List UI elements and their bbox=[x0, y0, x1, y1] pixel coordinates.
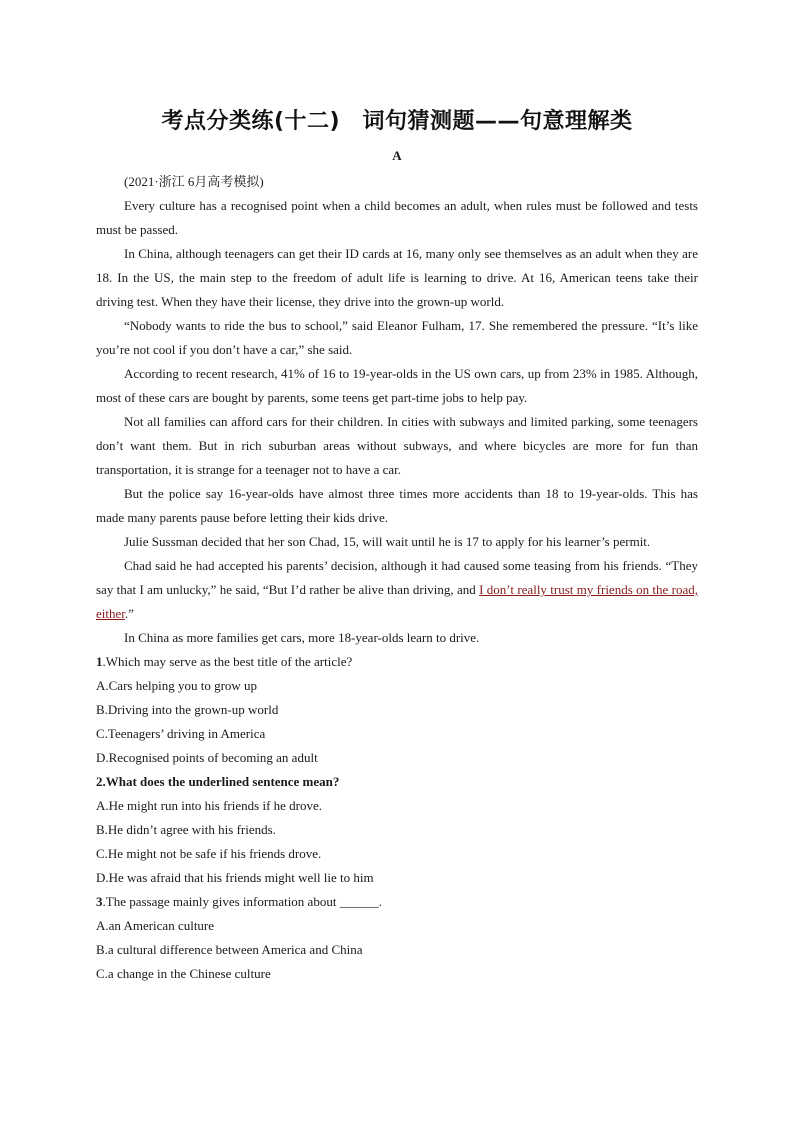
option: A.He might run into his friends if he drove. bbox=[96, 798, 323, 813]
paragraph-8-end: .” bbox=[124, 606, 134, 621]
option: C.Teenagers’ driving in America bbox=[96, 726, 266, 741]
passage-paragraph-3: “Nobody wants to ride the bus to school,” said Eleanor Fulham, 17. She remembered the pressure. “It’s like you’re not cool if you don’t have a car,” she said. bbox=[96, 318, 698, 357]
question-1 bbox=[96, 650, 698, 674]
page-title: 考点分类练(十二) 词句猜测题——句意理解类 bbox=[161, 109, 633, 134]
question-number: 1 bbox=[96, 654, 103, 669]
section-label: A bbox=[392, 148, 402, 163]
passage-paragraph-5: Not all families can afford cars for their children. In cities with subways and limited parking, some teenagers don’t want them. But in rich suburban areas without subways, and where bicycles are more for fun than transportation, it is strange for a teenager not to have a car. bbox=[96, 414, 698, 477]
question-number: 3 bbox=[96, 894, 103, 909]
passage-paragraph-9: In China as more families get cars, more 18-year-olds learn to drive. bbox=[124, 630, 480, 645]
option: C.a change in the Chinese culture bbox=[96, 966, 271, 981]
underlined-sentence: I don’t really trust my friends on the road, either bbox=[96, 582, 699, 621]
option: D.He was afraid that his friends might well lie to him bbox=[96, 870, 374, 885]
passage-paragraph-4: According to recent research, 41% of 16 to 19-year-olds in the US own cars, up from 23% in 1985. Although, most of these cars are bought by parents, some teens get part-time jobs to help pay. bbox=[96, 366, 698, 405]
passage-paragraph-8 bbox=[96, 554, 698, 626]
option: B.He didn’t agree with his friends. bbox=[96, 822, 276, 837]
option: A.an American culture bbox=[96, 918, 215, 933]
passage-paragraph-7: Julie Sussman decided that her son Chad, 15, will wait until he is 17 to apply for his learner’s permit. bbox=[124, 534, 651, 549]
paragraph-8-text: Chad said he had accepted his parents’ decision, although it had caused some teasing from his friends. “They say that I am unlucky,” he said, “But I’d rather be alive than driving, and bbox=[96, 558, 698, 597]
option: A.Cars helping you to grow up bbox=[96, 678, 258, 693]
option: C.He might not be safe if his friends drove. bbox=[96, 846, 322, 861]
question-number: 2 bbox=[96, 774, 103, 789]
option: B.Driving into the grown-up world bbox=[96, 702, 279, 717]
passage-paragraph-2: In China, although teenagers can get their ID cards at 16, many only see themselves as an adult when they are 18. In the US, the main step to the freedom of adult life is learning to drive. At 16, American teens take their driving test. When they have their license, they drive into the grown-up world. bbox=[96, 246, 698, 309]
source-note: (2021·浙江 6月高考模拟) bbox=[124, 174, 264, 189]
document-body bbox=[96, 170, 698, 986]
question-3 bbox=[96, 890, 698, 914]
question-text: .Which may serve as the best title of the article? bbox=[102, 654, 353, 669]
option: D.Recognised points of becoming an adult bbox=[96, 750, 318, 765]
option: B.a cultural difference between America and China bbox=[96, 942, 363, 957]
question-text: .What does the underlined sentence mean? bbox=[102, 774, 340, 789]
question-2 bbox=[96, 770, 698, 794]
passage-paragraph-6: But the police say 16-year-olds have almost three times more accidents than 18 to 19-year-olds. This has made many parents pause before letting their kids drive. bbox=[96, 486, 698, 525]
passage-paragraph-1: Every culture has a recognised point when a child becomes an adult, when rules must be followed and tests must be passed. bbox=[96, 198, 698, 237]
question-text: .The passage mainly gives information about ______. bbox=[102, 894, 382, 909]
